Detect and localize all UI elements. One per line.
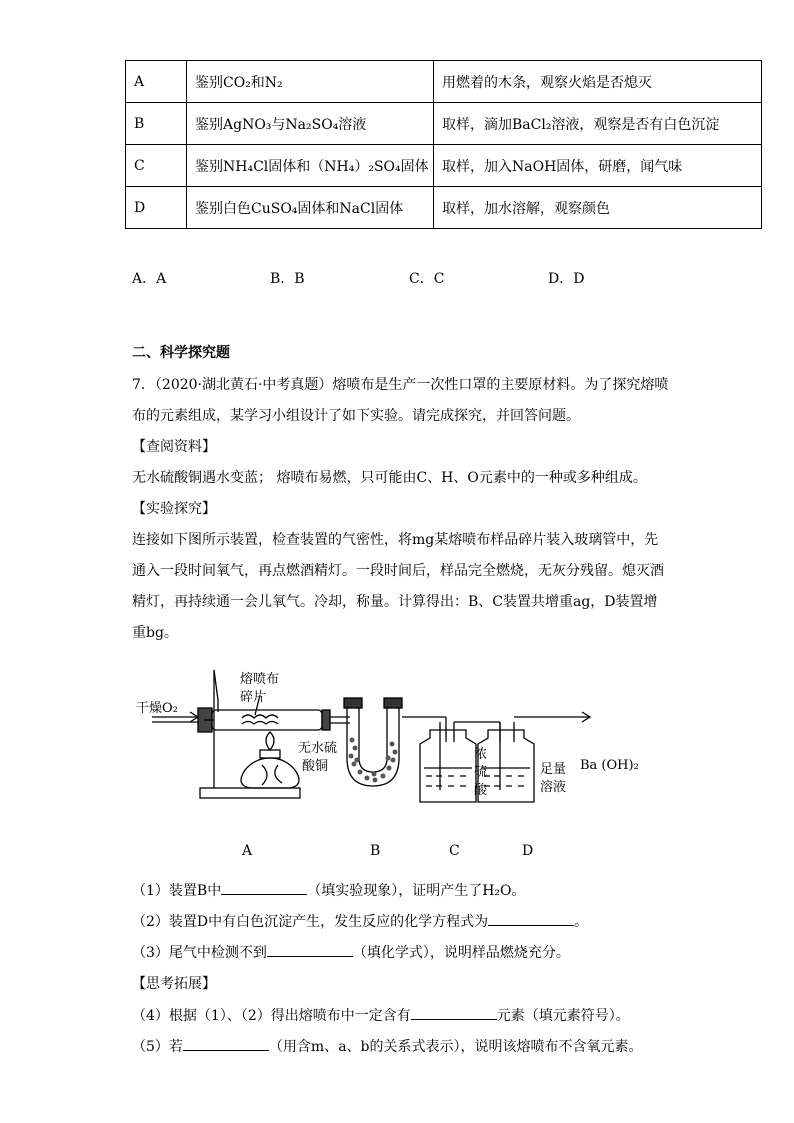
- q4-suffix: 元素（填元素符号）。: [496, 1008, 630, 1024]
- label-a: A: [242, 843, 253, 859]
- option-letter: B: [126, 103, 187, 145]
- q2-suffix: 。: [574, 914, 589, 930]
- label-cuso4-2: 酸铜: [302, 759, 329, 774]
- option-method: 取样，滴加BaCl₂溶液，观察是否有白色沉淀: [434, 103, 762, 145]
- label-cuso4-1: 无水硫: [298, 741, 338, 756]
- options-table: [125, 60, 762, 229]
- question-2: [132, 911, 588, 931]
- choice-b[interactable]: B．B: [270, 271, 305, 287]
- heading-think: 【思考拓展】: [132, 976, 216, 992]
- reference-text: 无水硫酸铜遇水变蓝； 熔喷布易燃，只可能由C、H、O元素中的一种或多种组成。: [132, 470, 647, 486]
- option-purpose: 鉴别AgNO₃与Na₂SO₄溶液: [187, 103, 434, 145]
- choice-a[interactable]: A．A: [132, 271, 167, 287]
- q3-suffix: （填化学式），说明样品燃烧充分。: [352, 945, 570, 961]
- q5-suffix: （用含m、a、b的关系式表示），说明该熔喷布不含氧元素。: [268, 1039, 643, 1055]
- q3-prefix: （3）尾气中检测不到: [132, 945, 267, 961]
- question-5: [132, 1036, 643, 1056]
- table-row: [126, 187, 762, 229]
- table-row: [126, 103, 762, 145]
- q4-prefix: （4）根据（1）、（2）得出熔喷布中一定含有: [132, 1008, 411, 1024]
- table-row: [126, 61, 762, 103]
- q1-suffix: （填实验现象），证明产生了H₂O。: [307, 883, 526, 899]
- label-fabric-1: 熔喷布: [240, 672, 280, 687]
- answer-blank-3[interactable]: [267, 942, 353, 957]
- label-acid-3: 酸: [474, 783, 488, 798]
- option-letter: C: [126, 145, 187, 187]
- question-7-line-2: 布的元素组成，某学习小组设计了如下实验。请完成探究，并回答问题。: [132, 408, 580, 424]
- q1-prefix: （1）装置B中: [132, 883, 222, 899]
- question-1: [132, 880, 526, 900]
- label-c: C: [449, 843, 460, 859]
- label-b: B: [370, 843, 381, 859]
- option-letter: D: [126, 187, 187, 229]
- experiment-line-1: 连接如下图所示装置，检查装置的气密性，将mg某熔喷布样品碎片装入玻璃管中，先: [132, 532, 659, 548]
- option-method: 取样，加水溶解，观察颜色: [434, 187, 762, 229]
- option-purpose: 鉴别NH₄Cl固体和（NH₄）₂SO₄固体: [187, 145, 434, 187]
- answer-blank-2[interactable]: [488, 911, 574, 926]
- experiment-line-4: 重bg。: [132, 625, 178, 641]
- choice-d[interactable]: D．D: [548, 271, 585, 287]
- option-purpose: 鉴别白色CuSO₄固体和NaCl固体: [187, 187, 434, 229]
- question-7-line-1: 7．（2020·湖北黄石·中考真题）熔喷布是生产一次性口罩的主要原材料。为了探究熔喷: [132, 377, 669, 393]
- q5-prefix: （5）若: [132, 1039, 183, 1055]
- answer-blank-5[interactable]: [183, 1036, 269, 1051]
- section-title: 二、科学探究题: [132, 345, 230, 361]
- label-acid-1: 浓: [474, 747, 488, 762]
- option-letter: A: [126, 61, 187, 103]
- option-purpose: 鉴别CO₂和N₂: [187, 61, 434, 103]
- table-row: [126, 145, 762, 187]
- heading-reference: 【查阅资料】: [132, 439, 216, 455]
- label-dry-o2: 干燥O₂: [136, 701, 178, 716]
- label-d: D: [522, 843, 534, 859]
- label-acid-2: 硫: [474, 765, 488, 780]
- label-excess-2: 溶液: [540, 780, 567, 795]
- experiment-line-3: 精灯，再持续通一会儿氧气。冷却，称量。计算得出：B、C装置共增重ag，D装置增: [132, 594, 658, 610]
- q2-prefix: （2）装置D中有白色沉淀产生，发生反应的化学方程式为: [132, 914, 489, 930]
- apparatus-diagram: [130, 660, 610, 810]
- label-fabric-2: 碎片: [240, 690, 267, 705]
- choice-c[interactable]: C．C: [409, 271, 445, 287]
- heading-experiment: 【实验探究】: [132, 501, 216, 517]
- experiment-line-2: 通入一段时间氧气，再点燃酒精灯。一段时间后，样品完全燃烧，无灰分残留。熄灭酒: [132, 563, 664, 579]
- answer-blank-1[interactable]: [221, 880, 307, 895]
- label-excess-1: 足量: [540, 762, 567, 777]
- answer-blank-4[interactable]: [411, 1005, 497, 1020]
- option-method: 取样，加入NaOH固体，研磨，闻气味: [434, 145, 762, 187]
- option-method: 用燃着的木条，观察火焰是否熄灭: [434, 61, 762, 103]
- label-baoh2: Ba (OH)₂: [580, 758, 639, 773]
- question-4: [132, 1005, 630, 1025]
- question-3: [132, 942, 570, 962]
